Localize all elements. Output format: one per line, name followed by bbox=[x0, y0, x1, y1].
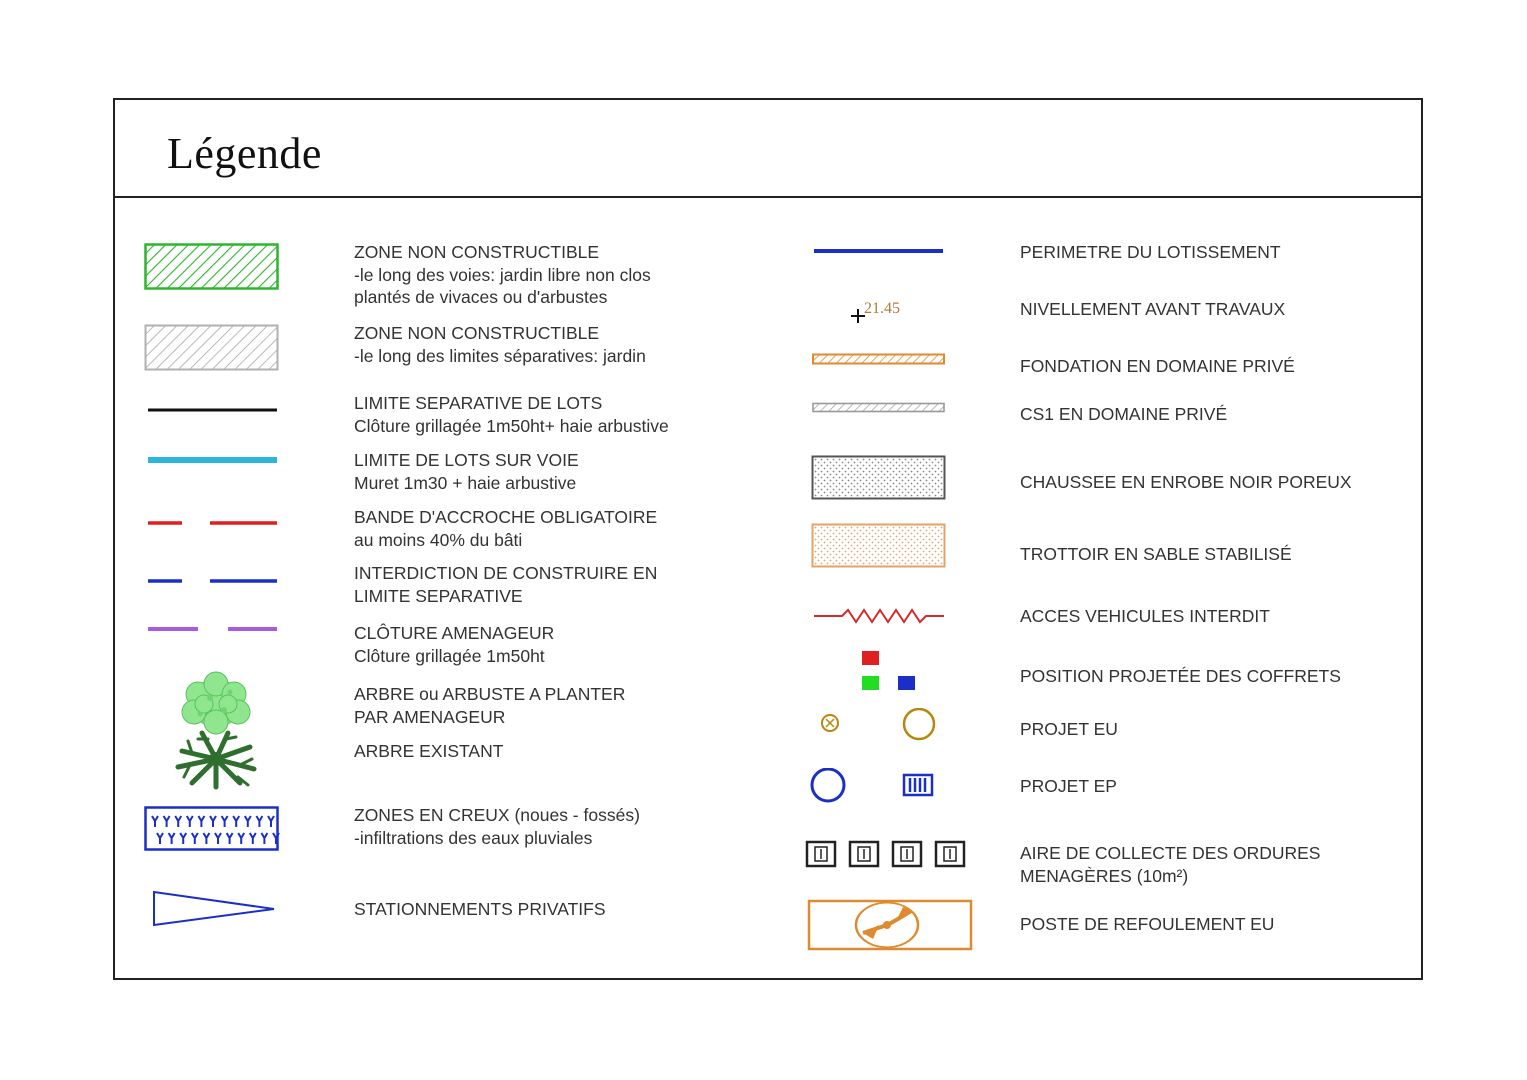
label-projet-ep: PROJET EP bbox=[1020, 776, 1117, 796]
label-arbre-planter: ARBRE ou ARBUSTE A PLANTER PAR AMENAGEUR bbox=[354, 684, 626, 727]
pump-station-icon bbox=[807, 899, 975, 953]
legend-header bbox=[115, 100, 1421, 198]
label-bande-accroche: BANDE D'ACCROCHE OBLIGATOIRE au moins 40% du bâti bbox=[354, 507, 658, 550]
label-zones-creux: ZONES EN CREUX (noues - fossés) -infiltrations des eaux pluviales bbox=[354, 805, 640, 848]
label-cs1: CS1 EN DOMAINE PRIVÉ bbox=[1020, 404, 1228, 424]
label-stationnements: STATIONNEMENTS PRIVATIFS bbox=[354, 899, 606, 919]
label-acces-interdit: ACCES VEHICULES INTERDIT bbox=[1020, 606, 1270, 626]
label-trottoir: TROTTOIR EN SABLE STABILISÉ bbox=[1020, 544, 1292, 564]
label-interdiction-construire: INTERDICTION DE CONSTRUIRE EN LIMITE SEPARATIVE bbox=[354, 563, 658, 606]
label-refoulement: POSTE DE REFOULEMENT EU bbox=[1020, 914, 1275, 934]
color-boxes-icon bbox=[858, 648, 922, 694]
label-projet-eu: PROJET EU bbox=[1020, 719, 1118, 739]
label-chaussee: CHAUSSEE EN ENROBE NOIR POREUX bbox=[1020, 472, 1352, 492]
ep-symbols-icon bbox=[808, 768, 938, 804]
red-zigzag-symbol bbox=[812, 605, 946, 627]
blue-perimeter-line bbox=[812, 245, 946, 257]
label-ordures: AIRE DE COLLECTE DES ORDURES MENAGÈRES (10m²) bbox=[1020, 843, 1321, 886]
label-nivellement: NIVELLEMENT AVANT TRAVAUX bbox=[1020, 299, 1286, 319]
level-mark-value: 21.45 bbox=[864, 300, 900, 317]
blue-dash-symbol bbox=[146, 575, 280, 587]
label-limite-voie: LIMITE DE LOTS SUR VOIE Muret 1m30 + haie arbustive bbox=[354, 450, 579, 493]
porous-asphalt-swatch bbox=[811, 455, 947, 501]
existing-tree-icon bbox=[168, 727, 264, 791]
label-arbre-existant: ARBRE EXISTANT bbox=[354, 741, 504, 761]
label-perimetre: PERIMETRE DU LOTISSEMENT bbox=[1020, 242, 1281, 262]
label-limite-separative: LIMITE SEPARATIVE DE LOTS Clôture grillagée 1m50ht+ haie arbustive bbox=[354, 393, 669, 436]
black-line-symbol bbox=[146, 404, 280, 416]
level-mark-symbol bbox=[844, 294, 924, 328]
eu-circles-icon bbox=[814, 708, 944, 744]
legend-title: Légende bbox=[167, 129, 322, 178]
waste-bins-icon bbox=[804, 836, 970, 872]
cyan-line-symbol bbox=[146, 453, 280, 467]
marsh-zone-swatch bbox=[144, 806, 280, 852]
purple-dash-symbol bbox=[146, 623, 280, 635]
label-fondation: FONDATION EN DOMAINE PRIVÉ bbox=[1020, 356, 1295, 376]
label-zone-jardin-limites: ZONE NON CONSTRUCTIBLE -le long des limites séparatives: jardin bbox=[354, 323, 646, 366]
label-cloture-amenageur: CLÔTURE AMENAGEUR Clôture grillagée 1m50ht bbox=[354, 623, 555, 666]
orange-foundation-band bbox=[812, 353, 946, 366]
grey-cs1-band bbox=[812, 402, 946, 415]
green-hatch-swatch bbox=[144, 243, 280, 291]
sand-sidewalk-swatch bbox=[811, 523, 947, 569]
red-dash-symbol bbox=[146, 517, 280, 529]
parking-triangle-symbol bbox=[152, 889, 278, 929]
label-zone-jardin-voies: ZONE NON CONSTRUCTIBLE -le long des voies: jardin libre non clos plantés de vivaces ou d'arbustes bbox=[354, 242, 651, 307]
grey-hatch-swatch bbox=[144, 324, 280, 372]
label-coffrets: POSITION PROJETÉE DES COFFRETS bbox=[1020, 666, 1341, 686]
